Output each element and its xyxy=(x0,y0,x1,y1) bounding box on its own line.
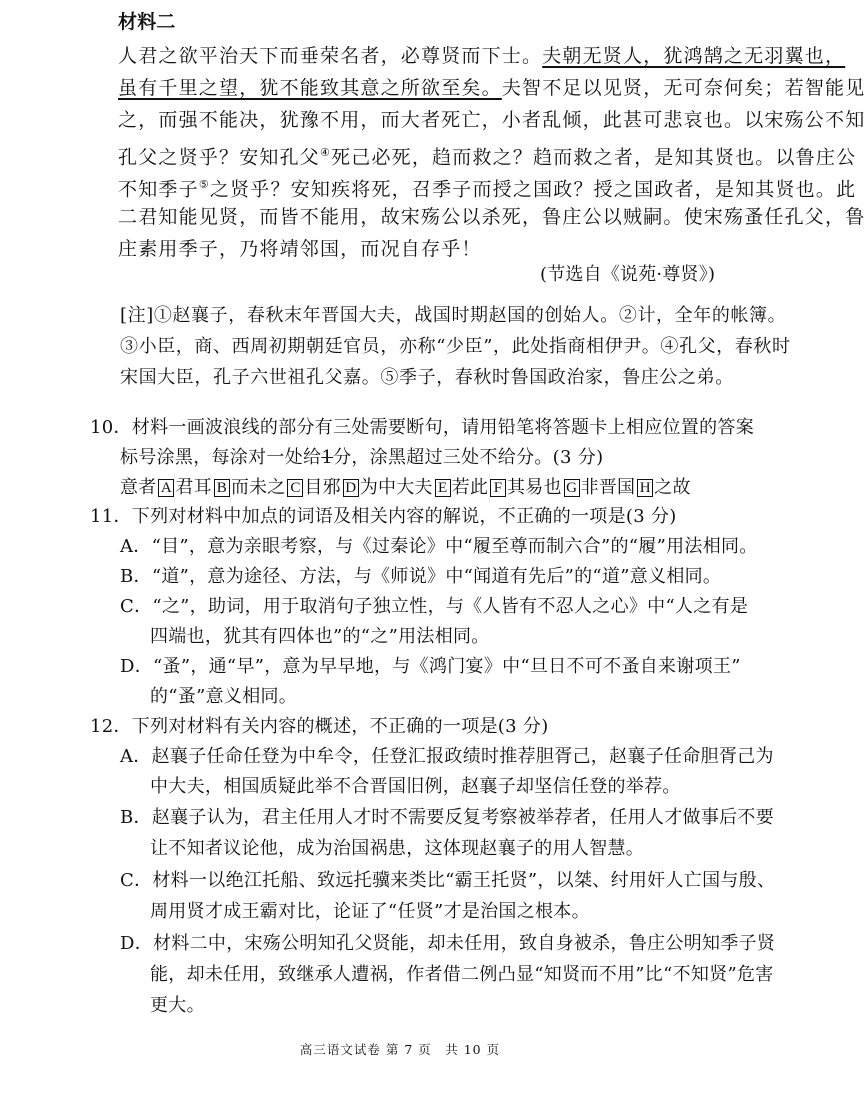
segment-text: 之故 xyxy=(654,477,691,498)
page-footer: 高三语文试卷 第 7 页 共 10 页 xyxy=(299,1042,501,1057)
text-span: 不知季子 xyxy=(118,178,199,201)
segment-text: 为中大夫 xyxy=(359,477,433,498)
material2-line-4 xyxy=(118,141,856,169)
q11-option-b[interactable]: B．“道”，意为途径、方法，与《师说》中“闻道有先后”的“道”意义相同。 xyxy=(120,566,722,587)
q12-stem: 12．下列对材料有关内容的概述，不正确的一项是(3 分) xyxy=(90,716,549,737)
q12-option-d-line-2: 能，却未任用，致继承人遭祸，作者借二例凸显“知贤而不用”比“不知贤”危害 xyxy=(150,964,774,985)
answer-box-D[interactable]: D xyxy=(343,479,359,497)
q11-option-c-line-2: 四端也，犹其有四体也”的“之”用法相同。 xyxy=(150,626,490,647)
answer-box-B[interactable]: B xyxy=(214,479,230,497)
material2-line-1 xyxy=(118,44,845,68)
footnote-marker: ④ xyxy=(320,146,332,159)
segment-text: 而未之 xyxy=(230,477,286,498)
struck-digit: 1 xyxy=(321,447,334,468)
answer-box-C[interactable]: C xyxy=(287,479,303,497)
material2-line-3: 之，而强不能决，犹豫不用，而大者死亡，小者乱倾，此甚可悲哀也。以宋殇公不知 xyxy=(118,109,865,131)
material2-source: (节选自《说苑·尊贤》) xyxy=(540,264,716,285)
q12-option-a-line-1[interactable]: A．赵襄子任命任登为中牟令，任登汇报政绩时推荐胆胥己，赵襄子任命胆胥己为 xyxy=(120,746,774,767)
text-span: 夫智不足以见贤，无可奈何矣；若智能见 xyxy=(501,77,865,99)
text-span: 分，涂黑超过三处不给分。(3 分) xyxy=(333,447,604,468)
q12-option-b-line-1[interactable]: B．赵襄子认为，君主任用人才时不需要反复考察被举荐者，任用人才做事后不要 xyxy=(120,807,775,828)
notes-line-2: ③小臣，商、西周初期朝廷官员，亦称“少臣”，此处指商相伊尹。④孔父，春秋时 xyxy=(120,336,791,357)
segment-text: 非晋国 xyxy=(580,477,636,498)
material2-line-2 xyxy=(118,76,865,100)
answer-box-A[interactable]: A xyxy=(158,479,174,497)
text-span: 死己必死，趋而救之？趋而救之者，是知其贤也。以鲁庄公 xyxy=(331,146,857,169)
segment-text: 君耳 xyxy=(175,477,212,498)
q12-option-c-line-2: 周用贤才成王霸对比，论证了“任贤”才是治国之根本。 xyxy=(150,901,590,922)
material2-line-7: 庄素用季子，乃将靖邻国，而况自存乎！ xyxy=(118,238,482,260)
material2-title: 材料二 xyxy=(118,11,176,33)
q10-stem-line-1: 10．材料一画波浪线的部分有三处需要断句，请用铅笔将答题卡上相应位置的答案 xyxy=(90,417,755,438)
segment-text: 意者 xyxy=(120,477,157,498)
text-span: 之贤乎？安知疾将死，召季子而授之国政？授之国政者，是知其贤也。此 xyxy=(209,178,857,201)
footnote-marker: ⑤ xyxy=(198,178,210,191)
notes-line-1: [注]①赵襄子，春秋末年晋国大夫，战国时期赵国的创始人。②计，全年的帐簿。 xyxy=(120,305,787,326)
text-span: 孔父之贤乎？安知孔父 xyxy=(118,146,321,169)
notes-line-3: 宋国大臣，孔子六世祖孔父嘉。⑤季子，春秋时鲁国政治家，鲁庄公之弟。 xyxy=(120,367,734,388)
segment-text: 其易也 xyxy=(507,477,562,498)
answer-box-F[interactable]: F xyxy=(490,479,506,497)
material2-line-6: 二君知能见贤，而皆不能用，故宋殇公以杀死，鲁庄公以贼嗣。使宋殇蚤任孔父，鲁 xyxy=(118,206,865,228)
q12-option-a-line-2: 中大夫，相国质疑此举不合晋国旧例，赵襄子却坚信任登的举荐。 xyxy=(150,776,681,797)
underlined-text: 虽有千里之望，犹不能致其意之所欲至矣。 xyxy=(118,77,502,99)
segment-text: 目邪 xyxy=(304,477,341,498)
q11-option-c-line-1[interactable]: C．“之”，助词，用于取消句子独立性，与《人皆有不忍人之心》中“人之有是 xyxy=(120,596,749,617)
q12-option-b-line-2: 让不知者议论他，成为治国祸患，这体现赵襄子的用人智慧。 xyxy=(150,838,645,859)
answer-box-G[interactable]: G xyxy=(564,479,580,497)
q11-option-d-line-1[interactable]: D．“蚤”，通“早”，意为早早地，与《鸿门宴》中“旦日不可不蚤自来谢项王” xyxy=(120,656,741,677)
q12-option-c-line-1[interactable]: C．材料一以绝江托船、致远托骥来类比“霸王托贤”，以桀、纣用奸人亡国与殷、 xyxy=(120,870,776,891)
q10-sentence xyxy=(120,476,691,500)
answer-box-E[interactable]: E xyxy=(435,479,451,497)
material2-line-5 xyxy=(118,173,856,201)
q11-stem: 11．下列对材料中加点的词语及相关内容的解说，不正确的一项是(3 分) xyxy=(90,506,677,527)
segment-text: 若此 xyxy=(451,477,489,498)
text-span: 人君之欲平治天下而垂荣名者，必尊贤而下士。 xyxy=(118,45,543,67)
text-span: 标号涂黑，每涂对一处给 xyxy=(120,447,322,468)
q12-option-d-line-3: 更大。 xyxy=(150,995,205,1016)
q10-stem-line-2 xyxy=(120,446,603,470)
answer-box-H[interactable]: H xyxy=(637,479,653,497)
q12-option-d-line-1[interactable]: D．材料二中，宋殇公明知孔父贤能，却未任用，致自身被杀，鲁庄公明知季子贤 xyxy=(120,933,776,954)
q11-option-a[interactable]: A．“目”，意为亲眼考察，与《过秦论》中“履至尊而制六合”的“履”用法相同。 xyxy=(120,536,758,557)
q11-option-d-line-2: 的“蚤”意义相同。 xyxy=(150,686,298,707)
underlined-text: 夫朝无贤人，犹鸿鹄之无羽翼也， xyxy=(542,45,846,67)
